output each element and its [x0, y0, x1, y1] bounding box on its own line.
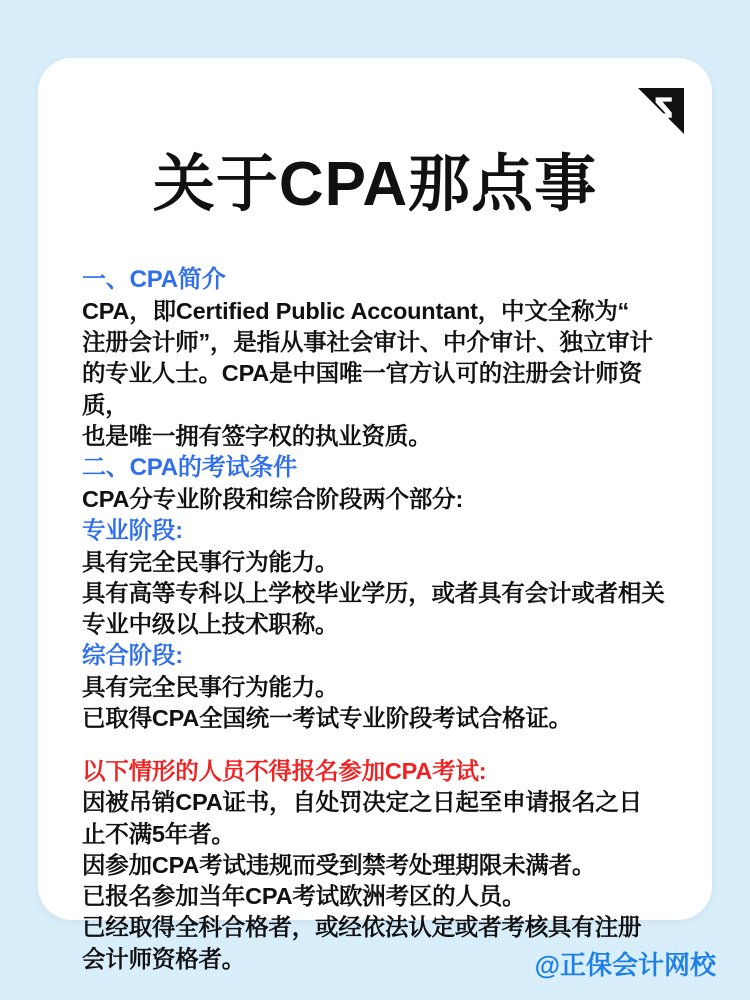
- intro-line-3: 的专业人士。CPA是中国唯一官方认可的注册会计师资质，: [82, 360, 642, 418]
- exam-line-1: CPA分专业阶段和综合阶段两个部分:: [82, 486, 464, 513]
- disqualified-line-1: 因被吊销CPA证书，自处罚决定之日起至申请报名之日: [82, 789, 642, 816]
- disqualified-line-6: 会计师资格者。: [82, 945, 246, 972]
- page-title: 关于CPA那点事: [152, 150, 598, 219]
- disqualified-line-3: 因参加CPA考试违规而受到禁考处理期限未满者。: [82, 851, 596, 878]
- disqualified-line-2: 止不满5年者。: [82, 820, 235, 847]
- z-logo-mark-icon: [638, 88, 684, 134]
- subheading-professional-stage: 专业阶段:: [82, 517, 183, 544]
- professional-line-2: 具有高等专科以上学校毕业学历，或者具有会计或者相关: [82, 579, 665, 606]
- section-heading-exam-requirements: 二、CPA的考试条件: [82, 454, 297, 482]
- brand-handle: @正保会计网校: [534, 950, 716, 980]
- warning-heading-disqualified: 以下情形的人员不得报名参加CPA考试:: [82, 758, 487, 785]
- section-heading-intro: 一、CPA简介: [82, 266, 226, 293]
- comprehensive-line-1: 具有完全民事行为能力。: [82, 673, 339, 700]
- intro-line-2: 注册会计师”，是指从事社会审计、中介审计、独立审计: [82, 329, 653, 356]
- professional-line-3: 专业中级以上技术职称。: [82, 611, 339, 638]
- intro-line-1: CPA，即Certified Public Accountant，中文全称为“: [82, 297, 630, 324]
- professional-line-1: 具有完全民事行为能力。: [82, 548, 339, 575]
- comprehensive-line-2: 已取得CPA全国统一考试专业阶段考试合格证。: [82, 704, 572, 731]
- disqualified-line-5: 已经取得全科合格者，或经依法认定或者考核具有注册: [82, 914, 642, 941]
- disqualified-line-4: 已报名参加当年CPA考试欧洲考区的人员。: [82, 883, 526, 910]
- subheading-comprehensive-stage: 综合阶段:: [82, 642, 183, 669]
- article-body: [82, 264, 682, 975]
- section-spacer: [82, 734, 682, 756]
- intro-line-4: 也是唯一拥有签字权的执业资质。: [82, 422, 432, 449]
